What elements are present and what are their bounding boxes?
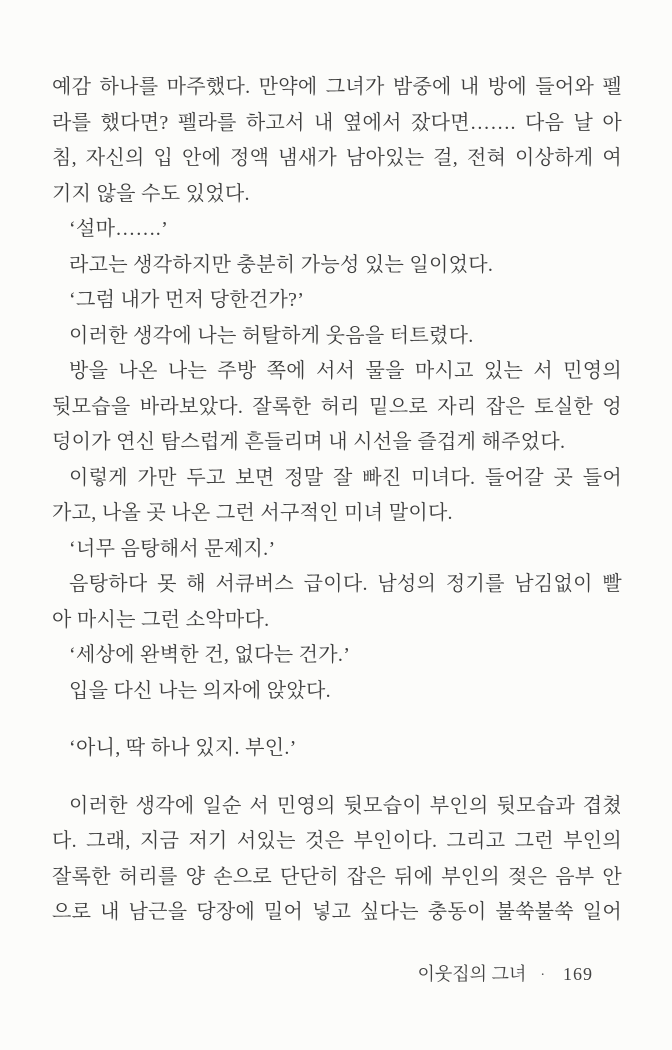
paragraph <box>52 283 622 319</box>
paragraph <box>52 638 622 674</box>
text-line: 잘록한 허리를 양 손으로 단단히 잡은 뒤에 부인의 젖은 음부 안 <box>52 865 622 888</box>
text-line: 뒷모습을 바라보았다. 잘록한 허리 밑으로 자리 잡은 토실한 엉 <box>52 395 622 418</box>
text-line: 입을 다신 나는 의자에 앉았다. <box>69 679 331 702</box>
paragraph <box>52 674 622 710</box>
text-line: 음탕하다 못 해 서큐버스 급이다. 남성의 정기를 남김없이 빨 <box>69 573 622 595</box>
footer-separator-dot: · <box>540 968 545 983</box>
paragraph <box>52 567 622 638</box>
text-line: 방을 나온 나는 주방 쪽에 서서 물을 마시고 있는 서 민영의 <box>69 360 622 382</box>
paragraph <box>52 731 622 767</box>
text-line: 아 마시는 그런 소악마다. <box>52 608 270 631</box>
paragraph <box>52 70 622 212</box>
text-line: ‘그럼 내가 먼저 당한건가?’ <box>69 289 305 311</box>
paragraph <box>52 461 622 532</box>
text-line: 기지 않을 수도 있었다. <box>52 182 250 205</box>
text-line: 이러한 생각에 일순 서 민영의 뒷모습이 부인의 뒷모습과 겹쳤 <box>69 794 622 817</box>
text-line: ‘아니, 딱 하나 있지. 부인.’ <box>69 737 297 759</box>
text-line: ‘너무 음탕해서 문제지.’ <box>69 537 276 560</box>
running-title: 이웃집의 그녀 <box>417 964 527 984</box>
text-line: 라를 했다면? 펠라를 하고서 내 옆에서 잤다면……. 다음 날 아 <box>52 111 622 134</box>
paragraph <box>52 789 622 931</box>
text-line: ‘세상에 완벽한 건, 없다는 건가.’ <box>69 644 351 666</box>
text-line: ‘설마…….’ <box>69 218 169 240</box>
paragraph <box>52 212 622 248</box>
paragraph <box>52 354 622 461</box>
page-number: 169 <box>563 964 593 984</box>
text-line: 으로 내 남근을 당장에 밀어 넣고 싶다는 충동이 불쑥불쑥 일어 <box>52 901 622 923</box>
page-footer <box>418 960 594 990</box>
text-line: 덩이가 연신 탐스럽게 흔들리며 내 시선을 즐겁게 해주었다. <box>52 431 566 453</box>
text-line: 침, 자신의 입 안에 정액 냄새가 남아있는 걸, 전혀 이상하게 여 <box>52 147 622 169</box>
text-line: 예감 하나를 마주했다. 만약에 그녀가 밤중에 내 방에 들어와 펠 <box>52 76 622 98</box>
text-line: 이렇게 가만 두고 보면 정말 잘 빠진 미녀다. 들어갈 곳 들어 <box>69 466 622 489</box>
body-text <box>52 70 622 931</box>
paragraph <box>52 319 622 355</box>
text-line: 다. 그래, 지금 저기 서있는 것은 부인이다. 그리고 그런 부인의 <box>52 830 622 852</box>
text-line: 라고는 생각하지만 충분히 가능성 있는 일이었다. <box>69 253 494 276</box>
text-line: 이러한 생각에 나는 허탈하게 웃음을 터트렸다. <box>69 324 474 347</box>
text-line: 가고, 나올 곳 나온 그런 서구적인 미녀 말이다. <box>52 502 453 524</box>
paragraph <box>52 248 622 284</box>
paragraph <box>52 532 622 568</box>
